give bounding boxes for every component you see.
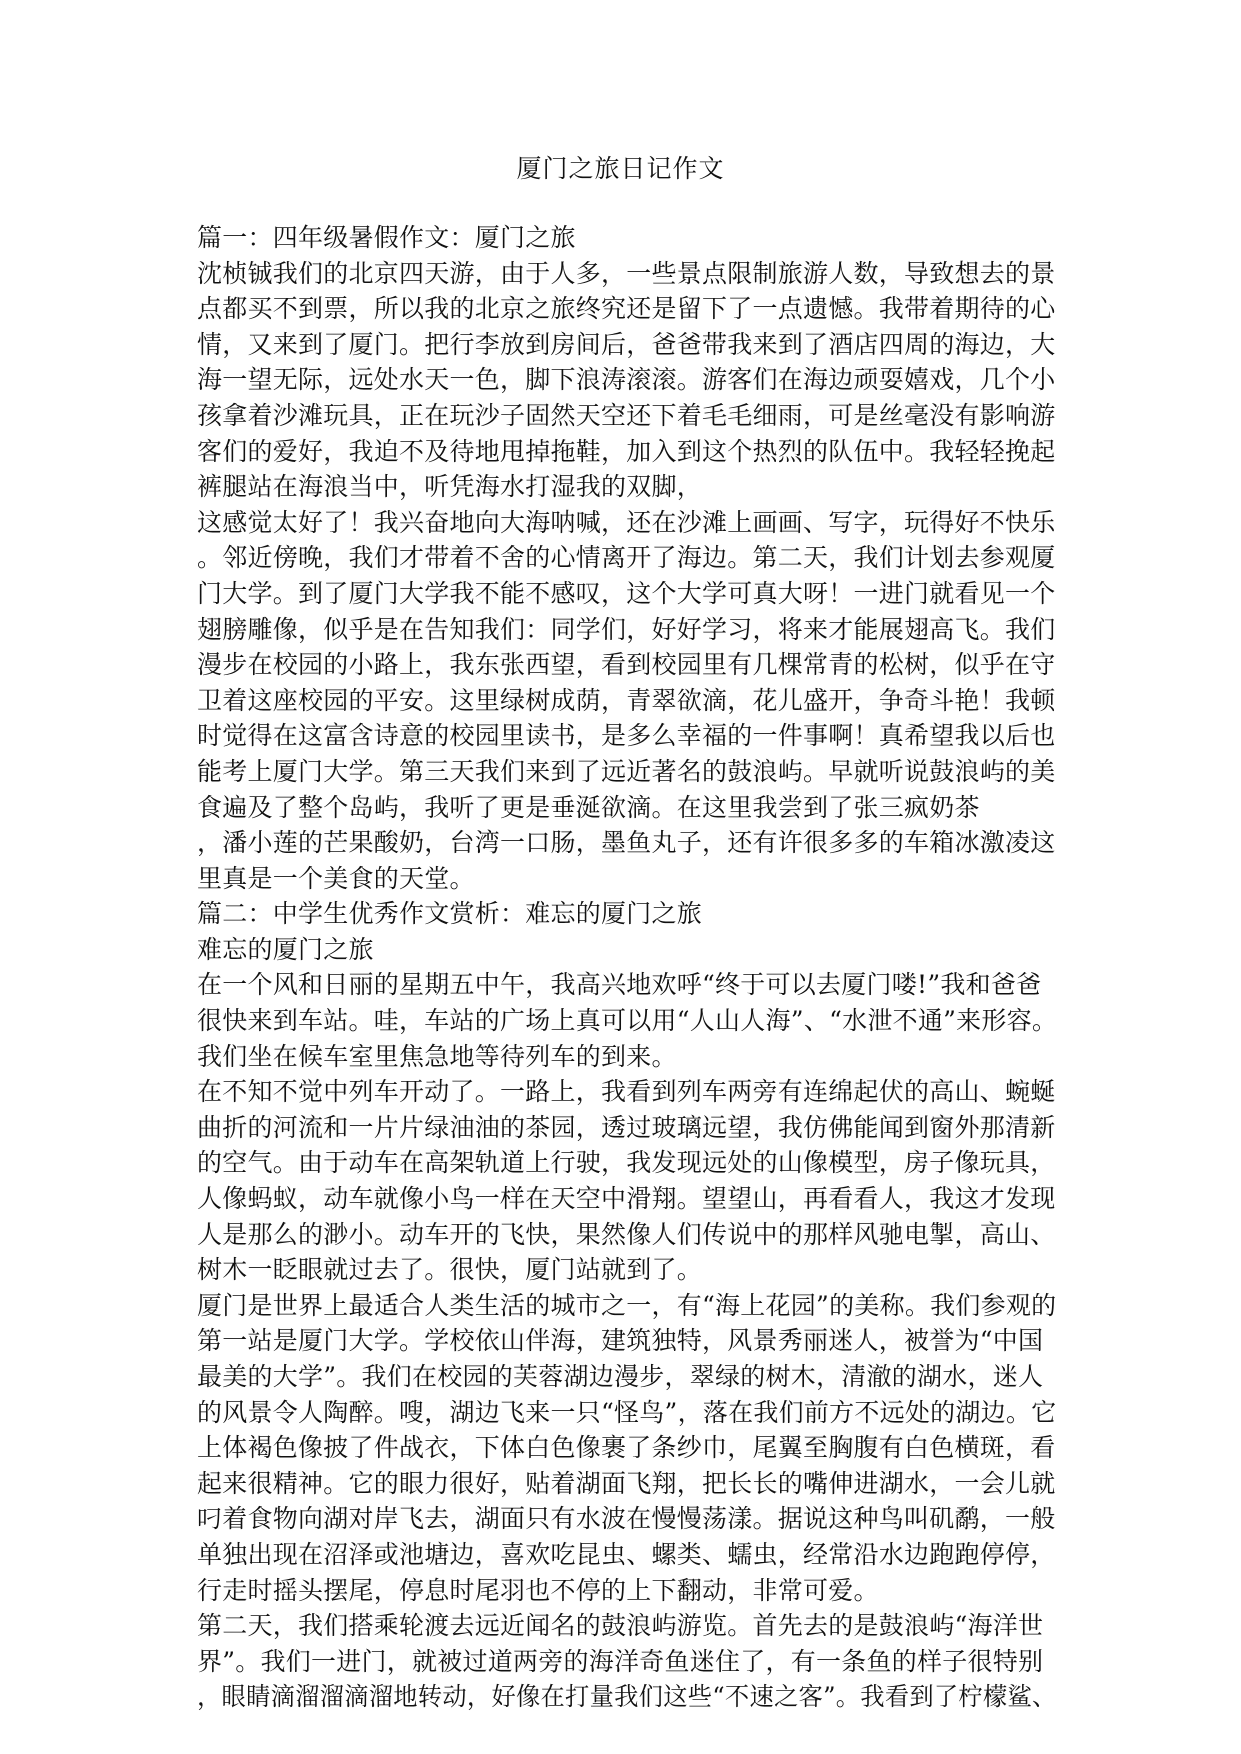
text-line: 的空气。由于动车在高架轨道上行驶，我发现远处的山像模型，房子像玩具，: [197, 1148, 1056, 1178]
text-line: 在不知不觉中列车开动了。一路上，我看到列车两旁有连绵起伏的高山、蜿蜒: [197, 1077, 1056, 1107]
text-line: 。邻近傍晚，我们才带着不舍的心情离开了海边。第二天，我们计划去参观厦: [197, 543, 1056, 573]
text-line: 孩拿着沙滩玩具，正在玩沙子固然天空还下着毛毛细雨，可是丝毫没有影响游: [197, 400, 1056, 430]
text-line: 第二天，我们搭乘轮渡去远近闻名的鼓浪屿游览。首先去的是鼓浪屿“海洋世: [197, 1611, 1044, 1641]
text-line: ，眼睛滴溜溜滴溜地转动，好像在打量我们这些“不速之客”。我看到了柠檬鲨、: [197, 1682, 1057, 1712]
text-line: 单独出现在沼泽或池塘边，喜欢吃昆虫、螺类、蠕虫，经常沿水边跑跑停停，: [197, 1539, 1056, 1569]
text-line: 篇一：四年级暑假作文：厦门之旅: [197, 223, 576, 252]
text-line: 第一站是厦门大学。学校依山伴海，建筑独特，风景秀丽迷人，被誉为“中国: [197, 1326, 1044, 1356]
text-line: 界”。我们一进门，就被过道两旁的海洋奇鱼迷住了，有一条鱼的样子很特别: [197, 1646, 1044, 1676]
text-line: 人是那么的渺小。动车开的飞快，果然像人们传说中的那样风驰电掣，高山、: [197, 1219, 1056, 1249]
text-line: 上体褐色像披了件战衣，下体白色像裹了条纱巾，尾翼至胸腹有白色横斑，看: [197, 1433, 1056, 1463]
text-line: 篇二：中学生优秀作文赏析：难忘的厦门之旅: [197, 899, 703, 929]
text-line: 食遍及了整个岛屿，我听了更是垂涎欲滴。在这里我尝到了张三疯奶茶: [197, 792, 980, 822]
text-line: 厦门是世界上最适合人类生活的城市之一，有“海上花园”的美称。我们参观的: [197, 1290, 1057, 1320]
text-line: 卫着这座校园的平安。这里绿树成荫，青翠欲滴，花儿盛开，争奇斗艳！我顿: [197, 685, 1056, 715]
text-line: 点都买不到票，所以我的北京之旅终究还是留下了一点遗憾。我带着期待的心: [197, 294, 1056, 324]
text-line: 难忘的厦门之旅: [197, 934, 374, 964]
text-line: 人像蚂蚁，动车就像小鸟一样在天空中滑翔。望望山，再看看人，我这才发现: [197, 1184, 1056, 1214]
text-line: 裤腿站在海浪当中，听凭海水打湿我的双脚，: [197, 472, 703, 502]
text-line: 最美的大学”。我们在校园的芙蓉湖边漫步，翠绿的树木，清澈的湖水，迷人: [197, 1362, 1044, 1391]
text-line: 海一望无际，远处水天一色，脚下浪涛滚滚。游客们在海边顽耍嬉戏，几个小: [197, 365, 1056, 395]
text-line: ，潘小莲的芒果酸奶，台湾一口肠，墨鱼丸子，还有许很多多的车箱冰激凌这: [197, 828, 1056, 858]
text-line: 沈桢铖我们的北京四天游，由于人多，一些景点限制旅游人数，导致想去的景: [197, 258, 1056, 288]
text-line: 漫步在校园的小路上，我东张西望，看到校园里有几棵常青的松树，似乎在守: [197, 650, 1056, 680]
text-line: 时觉得在这富含诗意的校园里读书，是多么幸福的一件事啊！真希望我以后也: [197, 721, 1056, 751]
text-line: 客们的爱好，我迫不及待地甩掉拖鞋，加入到这个热烈的队伍中。我轻轻挽起: [197, 436, 1056, 466]
text-line: 树木一眨眼就过去了。很快，厦门站就到了。: [197, 1255, 703, 1285]
document-body: [197, 220, 1058, 1715]
document-title: 厦门之旅日记作文: [516, 154, 725, 183]
text-line: 我们坐在候车室里焦急地等待列车的到来。: [197, 1041, 677, 1071]
text-line: 这感觉太好了！我兴奋地向大海呐喊，还在沙滩上画画、写字，玩得好不快乐: [197, 507, 1056, 537]
text-line: 里真是一个美食的天堂。: [197, 863, 475, 893]
text-line: 行走时摇头摆尾，停息时尾羽也不停的上下翻动，非常可爱。: [197, 1575, 879, 1605]
text-line: 能考上厦门大学。第三天我们来到了远近著名的鼓浪屿。早就听说鼓浪屿的美: [197, 756, 1056, 786]
text-line: 翅膀雕像，似乎是在告知我们：同学们，好好学习，将来才能展翅高飞。我们: [197, 614, 1056, 644]
text-line: 情，又来到了厦门。把行李放到房间后，爸爸带我来到了酒店四周的海边，大: [197, 329, 1056, 359]
text-line: 曲折的河流和一片片绿油油的茶园，透过玻璃远望，我仿佛能闻到窗外那清新: [197, 1112, 1056, 1142]
text-line: 起来很精神。它的眼力很好，贴着湖面飞翔，把长长的嘴伸进湖水，一会儿就: [197, 1468, 1056, 1498]
text-line: 的风景令人陶醉。嗖，湖边飞来一只“怪鸟”，落在我们前方不远处的湖边。它: [197, 1397, 1057, 1427]
text-line: 在一个风和日丽的星期五中午，我高兴地欢呼“终于可以去厦门喽!”我和爸爸: [197, 970, 1042, 1000]
text-line: 很快来到车站。哇，车站的广场上真可以用“人山人海”、“水泄不通”来形容。: [197, 1006, 1058, 1036]
text-line: 门大学。到了厦门大学我不能不感叹，这个大学可真大呀！一进门就看见一个: [197, 578, 1056, 608]
text-line: 叼着食物向湖对岸飞去，湖面只有水波在慢慢荡漾。据说这种鸟叫矶鹬，一般: [197, 1504, 1056, 1534]
